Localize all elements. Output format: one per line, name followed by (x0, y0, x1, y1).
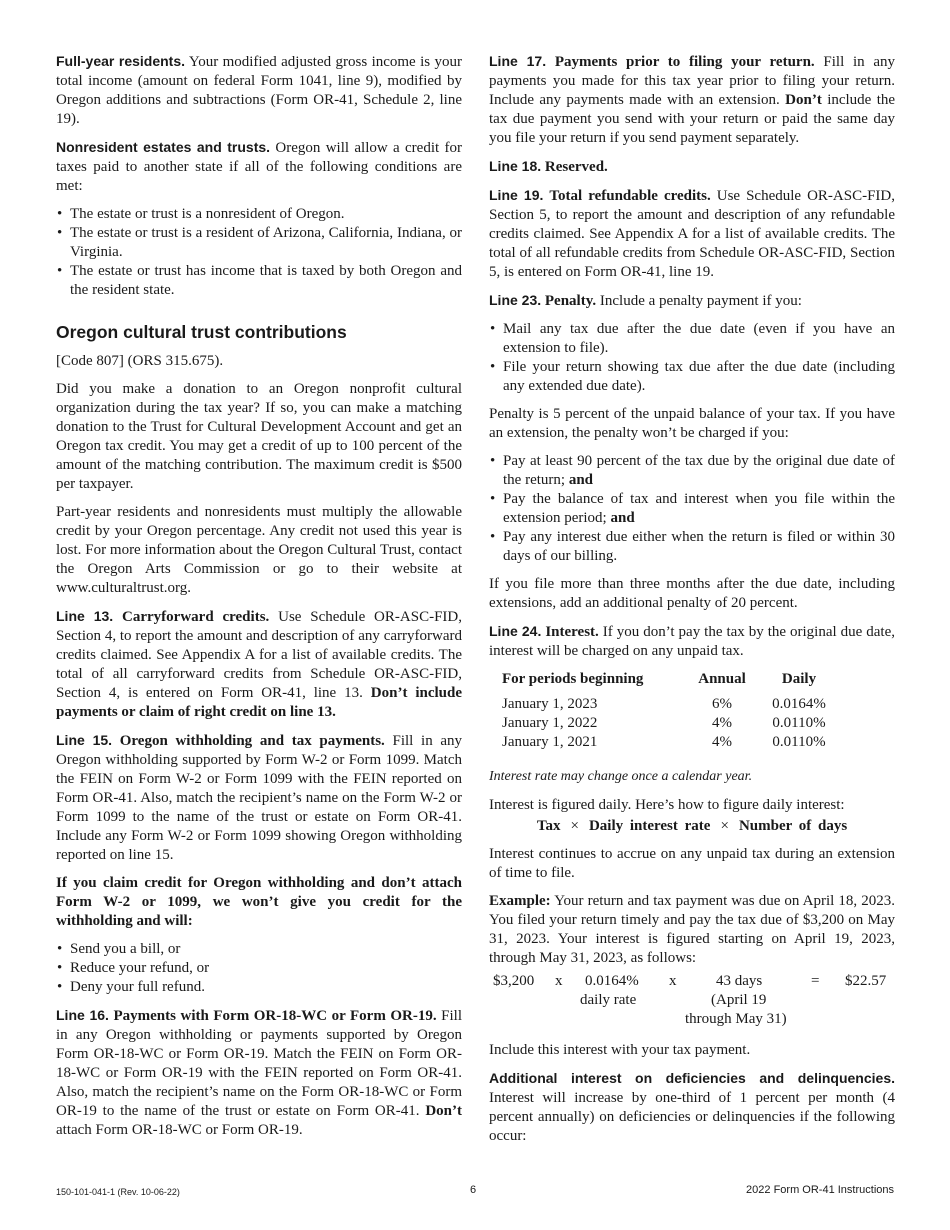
cultural-code: [Code 807] (ORS 315.675). (56, 353, 224, 369)
nonresident-estates: Nonresident estates and trusts. Oregon will allow a credit for taxes paid to another state if all of the following conditions are met: (56, 139, 462, 194)
include-interest: Include this interest with your tax payment. (489, 1042, 751, 1058)
cultural-paragraph-1: Did you make a donation to an Oregon nonprofit cultural organization during the tax year? If so, you can make a matching donation to the Trust for Cultural Development Account and get an Oregon tax credit. You may get a credit of up to 100 percent of the amount of the matching contribution. The maximum credit is $500 per taxpayer. (56, 381, 462, 492)
line-24: Line 24. Interest. If you don’t pay the tax by the original due date, interest will be charged on any unpaid tax. (489, 623, 896, 659)
list-item: • The estate or trust is a nonresident of Oregon. (56, 205, 462, 224)
penalty-list (489, 320, 895, 396)
list-item: • Pay any interest due either when the return is filed or within 30 days of our billing. (489, 528, 895, 566)
warning-list (56, 940, 462, 997)
list-item: • Reduce your refund, or (56, 959, 462, 978)
daily-interest-intro: Interest is figured daily. Here’s how to figure daily interest: (489, 797, 845, 813)
list-item: • Pay the balance of tax and interest when you file within the extension period; and (489, 490, 895, 528)
list-item: • The estate or trust is a resident of Arizona, California, Indiana, or Virginia. (56, 224, 462, 262)
example-calculation: $3,200 x 0.0164% daily rate x 43 days (April 19 through May 31) = $22.57 (493, 973, 887, 1027)
line-23: Line 23. Penalty. Include a penalty payment if you: (489, 292, 802, 309)
interest-formula: Tax × Daily interest rate × Number of days (536, 818, 848, 834)
list-item: • Deny your full refund. (56, 978, 462, 997)
withholding-warning: If you claim credit for Oregon withholding and don’t attach Form W-2 or 1099, we won’t give you credit for the withholding and will: (56, 875, 462, 929)
additional-interest: Additional interest on deficiencies and delinquencies. Interest will increase by one-third of 1 percent per month (4 percent annually) on deficiencies or delinquencies if the following occur: (489, 1070, 895, 1144)
left-column (56, 52, 462, 1149)
footer-title: 2022 Form OR-41 Instructions (746, 1184, 894, 1196)
cultural-paragraph-2: Part-year residents and nonresidents must multiply the allowable credit by your Oregon percentage. Any credit not used this year is lost. For more information about the Oregon Cultural Trust, contact the Oregon Arts Commission or go to their website at www.culturaltrust.org. (56, 504, 462, 596)
table-header-row (502, 670, 840, 695)
list-item: • The estate or trust has income that is taxed by both Oregon and the resident state. (56, 262, 462, 300)
table-row: January 1, 2023 6% 0.0164% (502, 696, 826, 712)
column-header: Annual (698, 671, 746, 687)
additional-penalty: If you file more than three months after the due date, including extensions, add an additional penalty of 20 percent. (489, 576, 895, 611)
form-number: 150-101-041-1 (Rev. 10-06-22) (56, 1187, 180, 1197)
penalty-paragraph: Penalty is 5 percent of the unpaid balance of your tax. If you have an extension, the penalty won’t be charged if you: (489, 406, 895, 441)
right-column (489, 52, 895, 1155)
list-item: • Mail any tax due after the due date (even if you have an extension to file). (489, 320, 895, 358)
line-13: Line 13. Carryforward credits. Use Schedule OR-ASC-FID, Section 4, to report the amount and description of any carryforward credits claimed. See Appendix A for a list of available credits. The total of all carryforward credits from Schedule OR-ASC-FID, Section 4, is entered on Form OR-41, line 13. Don’t include payments or claim of right credit on line 13. (56, 608, 463, 720)
line-16: Line 16. Payments with Form OR-18-WC or Form OR-19. Fill in any Oregon withholding or payments supported by Oregon Form OR-18-WC or Form OR-19. Match the FEIN on Form OR-18-WC or Form OR-19 with the FEIN reported on Form OR-41. Also, match the recipient’s name on the Form OR-18-WC or Form OR-19 to the name of the trust or estate on Form OR-41. Don’t attach Form OR-18-WC or Form OR-19. (56, 1007, 463, 1138)
line-18: Line 18. Reserved. (489, 158, 608, 175)
extension-conditions-list (489, 452, 895, 566)
line-15: Line 15. Oregon withholding and tax payments. Fill in any Oregon withholding supported by Form W-2 or Form 1099. Match the FEIN on Form W-2 or Form 1099 with the FEIN reported on Form OR-41. Also, match the recipient’s name on the Form W-2 or Form 1099 to the name of the trust or estate on Form OR-41. Include any Form W-2 or Form 1099 showing Oregon withholding reported on line 15. (56, 732, 463, 863)
line-19: Line 19. Total refundable credits. Use Schedule OR-ASC-FID, Section 5, to report the amount and description of any refundable credits claimed. See Appendix A for a list of available credits. The total of all refundable credits from Schedule OR-ASC-FID, Section 5, is entered on Form OR-41, line 19. (489, 187, 895, 280)
accrue-paragraph: Interest continues to accrue on any unpaid tax during an extension of time to file. (489, 846, 895, 881)
nonresident-conditions-list (56, 205, 462, 300)
rate-change-note: Interest rate may change once a calendar year. (489, 769, 753, 784)
table-row: January 1, 2022 4% 0.0110% (502, 715, 826, 731)
interest-rate-table (502, 670, 840, 752)
page-footer (56, 1181, 894, 1197)
column-header: Daily (781, 671, 817, 687)
list-item: • Send you a bill, or (56, 940, 462, 959)
list-item: • Pay at least 90 percent of the tax due by the original due date of the return; and (489, 452, 895, 490)
example-paragraph: Example: Your return and tax payment was due on April 18, 2023. You filed your return timely and pay the tax due of $3,200 on May 31, 2023. Your interest is figured starting on April 19, 2023, through May 31, 2023, as follows: (489, 893, 895, 966)
cultural-trust-heading: Oregon cultural trust contributions (56, 322, 347, 342)
page-number: 6 (470, 1184, 477, 1196)
column-header: For periods beginning (502, 671, 644, 687)
list-item: • File your return showing tax due after the due date (including any extended due date). (489, 358, 895, 396)
line-17: Line 17. Payments prior to filing your return. Fill in any payments you made for this tax year prior to filing your return. Include any payments made with an extension. Don’t include the tax due payment you send with your return or paid the same day you file your return if you send payment separately. (489, 53, 896, 146)
table-row: January 1, 2021 4% 0.0110% (502, 734, 826, 750)
full-year-residents: Full-year residents. Your modified adjusted gross income is your total income (amount on federal Form 1041, line 9), modified by Oregon additions and subtractions (Form OR-41, Schedule 2, line 19). (56, 53, 462, 127)
